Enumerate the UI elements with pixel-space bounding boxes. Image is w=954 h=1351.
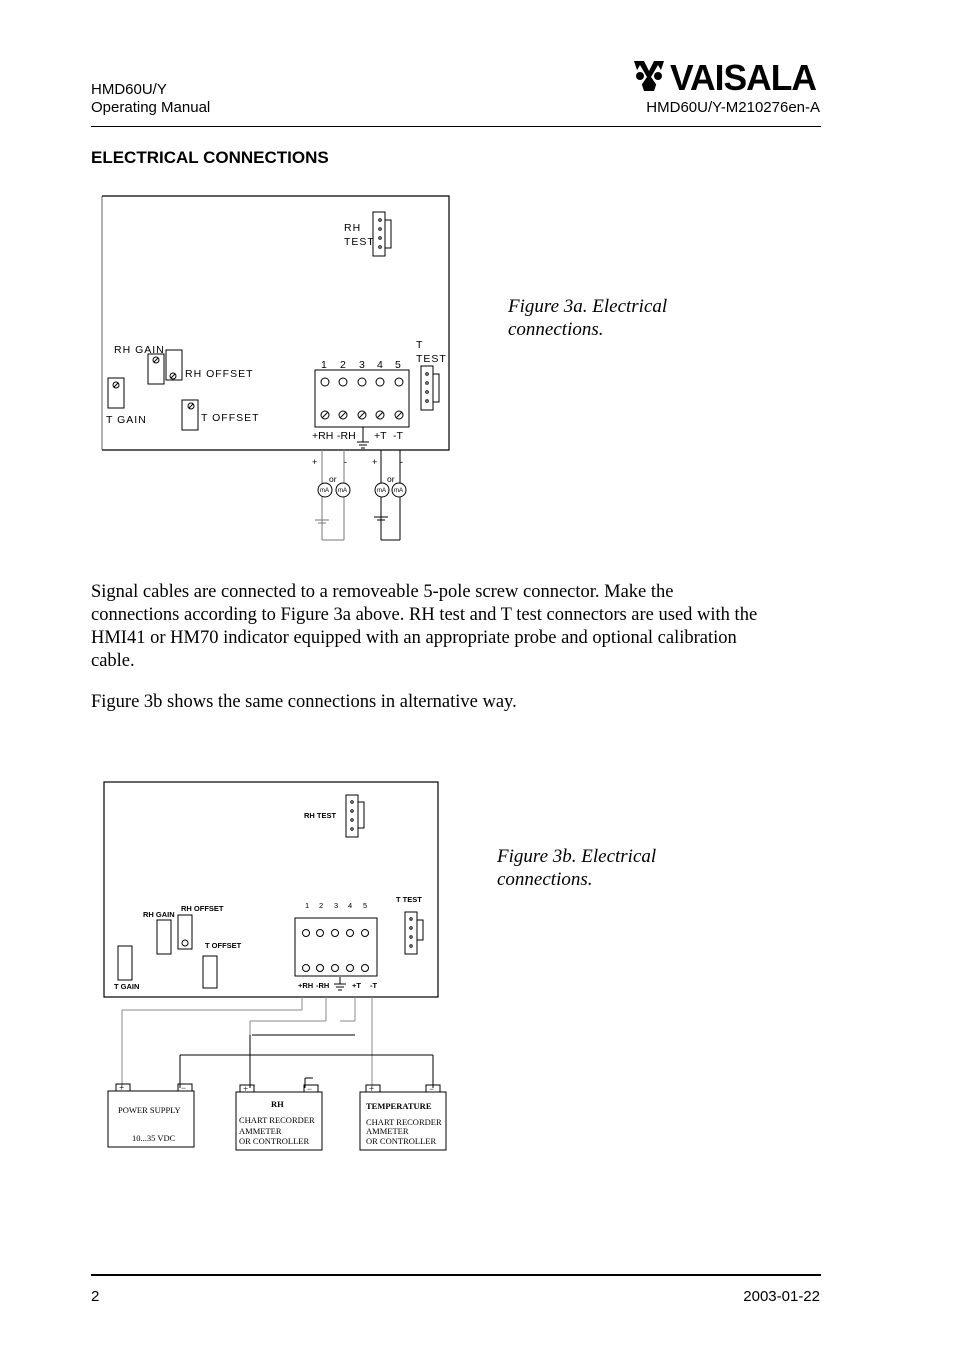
brand-name: VAISALA [670,57,817,95]
fig3b-rh-line1: CHART RECORDER [239,1115,315,1125]
fig3b-pin-4: 4 [348,901,353,910]
header-doc-type: Operating Manual [91,99,211,116]
fig3a-t-test-label-2: TEST [416,353,447,365]
fig3a-t-test-label-1: T [416,339,424,351]
fig3a-ma-4: mA [394,488,403,494]
footer-rule [91,1274,821,1276]
fig3b-rh-gain-label: RH GAIN [143,910,175,919]
fig3a-t-offset-label: T OFFSET [201,412,260,424]
fig3a-rh-test-label-2: TEST [344,236,375,248]
fig3b-t-plus: + [369,1084,375,1094]
fig3a-plus-2: + [372,457,378,467]
fig3a-ma-1: mA [320,488,329,494]
fig3a-pin-3: 3 [359,359,365,371]
paragraph-1-line-2: connections according to Figure 3a above. RH test and T test connectors are used with the [91,605,758,625]
fig3a-plus-rh: +RH [312,430,334,442]
figure-3a-caption-line2: connections. [508,319,604,340]
vaisala-logo-icon [630,57,820,95]
figure-3a-diagram [95,190,465,550]
fig3a-pin-4: 4 [377,359,383,371]
fig3a-minus-1: - [344,457,347,467]
footer-date: 2003-01-22 [743,1288,820,1305]
fig3a-pin-2: 2 [340,359,346,371]
fig3b-ps-plus: + [119,1083,125,1093]
paragraph-1-line-3: HMI41 or HM70 indicator equipped with an appropriate probe and optional calibration [91,628,737,648]
fig3a-or-1: or [329,474,337,484]
figure-3b-caption-line2: connections. [497,869,593,890]
figure-3a-caption-line1: Figure 3a. Electrical [508,296,668,317]
fig3b-pin-5: 5 [363,901,368,910]
fig3b-power-supply: POWER SUPPLY [118,1105,181,1115]
fig3a-ma-2: mA [338,488,347,494]
section-title: ELECTRICAL CONNECTIONS [91,148,329,167]
fig3b-temp-title: TEMPERATURE [366,1101,432,1111]
page-number: 2 [91,1288,100,1305]
fig3b-pin-3: 3 [334,901,339,910]
fig3a-rh-gain-label: RH GAIN [114,344,165,356]
fig3b-ps-minus: − [181,1083,187,1093]
fig3b-voltage: 10...35 VDC [132,1133,176,1143]
fig3a-rh-offset-label: RH OFFSET [185,368,254,380]
fig3a-pin-1: 1 [321,359,327,371]
fig3b-temp-line2: AMMETER [366,1126,409,1136]
fig3a-pin-5: 5 [395,359,401,371]
fig3b-temp-line1: CHART RECORDER [366,1117,442,1127]
fig3a-minus-rh: -RH [337,430,356,442]
header-rule [91,126,821,127]
fig3b-rh-test-label: RH TEST [304,811,337,820]
paragraph-1-line-1: Signal cables are connected to a removeable 5-pole screw connector. Make the [91,582,674,602]
fig3b-t-minus: − [429,1084,435,1094]
paragraph-1-line-4: cable. [91,651,135,671]
fig3a-or-2: or [387,474,395,484]
fig3b-t-gain-label: T GAIN [114,982,140,991]
fig3b-minus-rh: -RH [316,981,330,990]
figure-3b-caption-line1: Figure 3b. Electrical [497,846,657,867]
vaisala-logo [630,57,820,95]
fig3b-plus-t: +T [352,981,361,990]
header-product: HMD60U/Y [91,81,167,98]
fig3b-pin-1: 1 [305,901,310,910]
fig3b-t-offset-label: T OFFSET [205,941,242,950]
fig3b-pin-2: 2 [319,901,324,910]
fig3b-rh-minus: − [307,1084,313,1094]
fig3a-minus-2: - [400,457,403,467]
fig3b-rh-line3: OR CONTROLLER [239,1136,310,1146]
fig3b-plus-rh: +RH [298,981,314,990]
fig3a-t-gain-label: T GAIN [106,414,147,426]
fig3b-minus-t: -T [370,981,378,990]
fig3b-rh-title: RH [271,1099,284,1109]
fig3b-rh-line2: AMMETER [239,1126,282,1136]
fig3a-minus-t: -T [393,430,403,442]
header-doc-code: HMD60U/Y-M210276en-A [646,99,820,116]
fig3a-ma-3: mA [377,488,386,494]
figure-3b-diagram [100,778,450,1156]
fig3a-rh-test-label-1: RH [344,222,362,234]
fig3b-rh-plus: + [243,1084,249,1094]
fig3b-temp-line3: OR CONTROLLER [366,1136,437,1146]
paragraph-2: Figure 3b shows the same connections in alternative way. [91,692,517,712]
fig3b-t-test-label: T TEST [396,895,422,904]
fig3a-plus-1: + [312,457,318,467]
fig3b-rh-offset-label: RH OFFSET [181,904,224,913]
fig3a-plus-t: +T [374,430,387,442]
